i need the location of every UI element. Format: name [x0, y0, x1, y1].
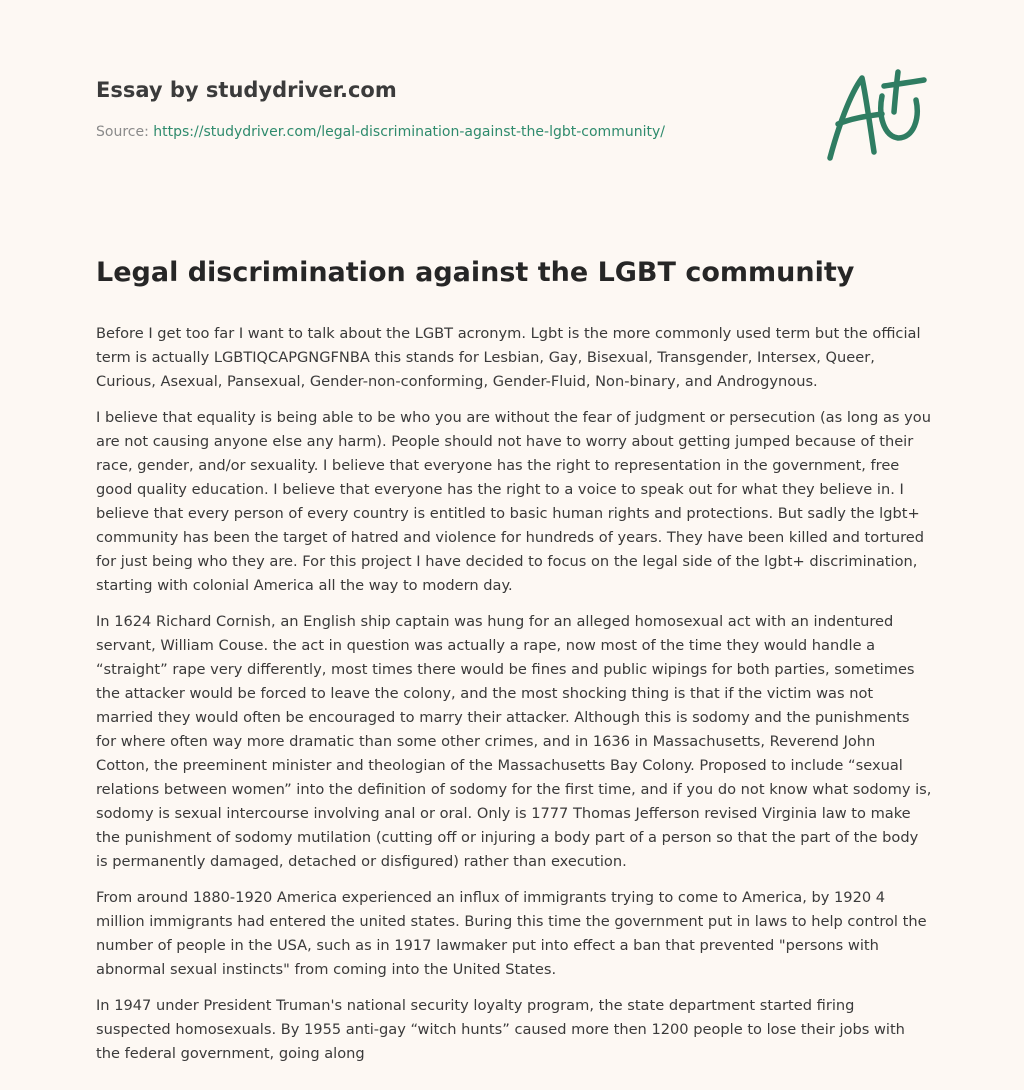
source-link[interactable]: https://studydriver.com/legal-discrimination-against-the-lgbt-community/ — [153, 124, 665, 140]
essay-paragraph: In 1947 under President Truman's national security loyalty program, the state department started firing suspected homosexuals. By 1955 anti-gay “witch hunts” caused more then 1200 people to lose their jobs with the federal government, going along — [96, 997, 905, 1062]
essay-paragraph: Before I get too far I want to talk about the LGBT acronym. Lgbt is the more commonly used term but the official term is actually LGBTIQCAPGNGFNBA this stands for Lesbian, Gay, Bisexual, Transgender, Intersex, Queer, Curious, Asexual, Pansexual, Gender-non-conforming, Gender-Fluid, Non-binary, and Androgynous. — [96, 325, 921, 390]
page-header — [96, 70, 928, 142]
source-label: Source: — [96, 124, 149, 140]
essay-title: Legal discrimination against the LGBT community — [96, 257, 855, 288]
a-plus-grade-icon — [820, 66, 930, 166]
source-line — [96, 122, 928, 142]
essay-paragraph: From around 1880-1920 America experienced an influx of immigrants trying to come to America, by 1920 4 million immigrants had entered the united states. Buring this time the government put in laws to help control the number of people in the USA, such as in 1917 lawmaker put into effect a ban that prevented "persons with abnormal sexual instincts" from coming into the United States. — [96, 889, 927, 978]
brand-title: Essay by studydriver.com — [96, 78, 397, 102]
essay-article — [96, 252, 932, 1078]
essay-paragraph: I believe that equality is being able to be who you are without the fear of judgment or persecution (as long as you are not causing anyone else any harm). People should not have to worry about getting jumped because of their race, gender, and/or sexuality. I believe that everyone has the right to representation in the government, free good quality education. I believe that everyone has the right to a voice to speak out for what they believe in. I believe that every person of every country is entitled to basic human rights and protections. But sadly the lgbt+ community has been the target of hatred and violence for hundreds of years. They have been killed and tortured for just being who they are. For this project I have decided to focus on the legal side of the lgbt+ discrimination, starting with colonial America all the way to modern day. — [96, 409, 931, 594]
essay-paragraph: In 1624 Richard Cornish, an English ship captain was hung for an alleged homosexual act with an indentured servant, William Couse. the act in question was actually a rape, now most of the time they would handle a “straight” rape very differently, most times there would be fines and public wipings for both parties, sometimes the attacker would be forced to leave the colony, and the most shocking thing is that if the victim was not married they would often be encouraged to marry their attacker. Although this is sodomy and the punishments for where often way more dramatic than some other crimes, and in 1636 in Massachusetts, Reverend John Cotton, the preeminent minister and theologian of the Massachusetts Bay Colony. Proposed to include “sexual relations between women” into the definition of sodomy for the first time, and if you do not know what sodomy is, sodomy is sexual intercourse involving anal or oral. Only is 1777 Thomas Jefferson revised Virginia law to make the punishment of sodomy mutilation (cutting off or injuring a body part of a person so that the part of the body is permanently damaged, detached or disfigured) rather than execution. — [96, 613, 932, 870]
